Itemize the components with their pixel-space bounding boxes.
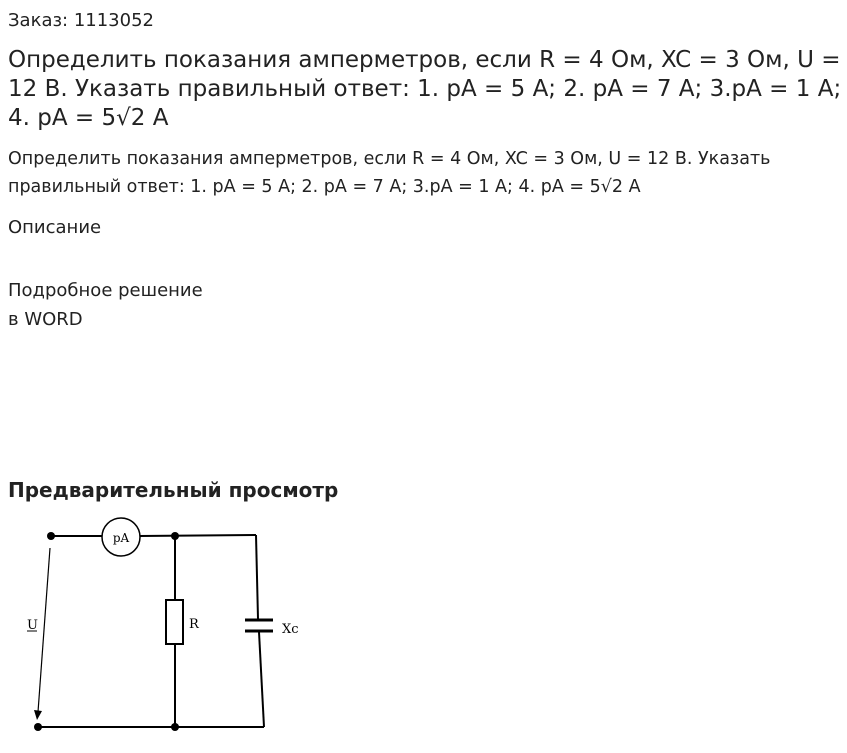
description-line: Подробное решение [8, 280, 203, 301]
wire-capacitor-top [256, 535, 258, 619]
wire-top-right [140, 535, 256, 536]
circuit-diagram [0, 510, 320, 750]
resistor-label: R [189, 617, 199, 632]
description-heading: Описание [8, 217, 102, 238]
task-text: Определить показания амперметров, если R = 4 Ом, XC = 3 Ом, U = 12 В. Указать правильный ответ: 1. pA = 5 A; 2. pA = 7 A; 3.pA = 1 A; 4. pA = 5√2 A [8, 149, 771, 197]
voltage-arrow-head [34, 710, 42, 720]
ammeter-label: pA [112, 531, 130, 545]
description-line: в WORD [8, 309, 83, 330]
resistor-icon [166, 600, 183, 644]
preview-heading: Предварительный просмотр [8, 478, 339, 502]
terminal-top [47, 532, 55, 540]
voltage-arrow [38, 548, 50, 712]
capacitor-label: Xc [282, 622, 299, 637]
order-number: Заказ: 1113052 [8, 10, 154, 31]
wire-capacitor-bottom [259, 632, 264, 727]
page-title: Определить показания амперметров, если R = 4 Ом, XC = 3 Ом, U = 12 В. Указать правильный ответ: 1. pA = 5 A; 2. pA = 7 A; 3.pA = 1 A; 4. pA = 5√2 A [8, 47, 842, 131]
voltage-label: U [27, 618, 38, 633]
